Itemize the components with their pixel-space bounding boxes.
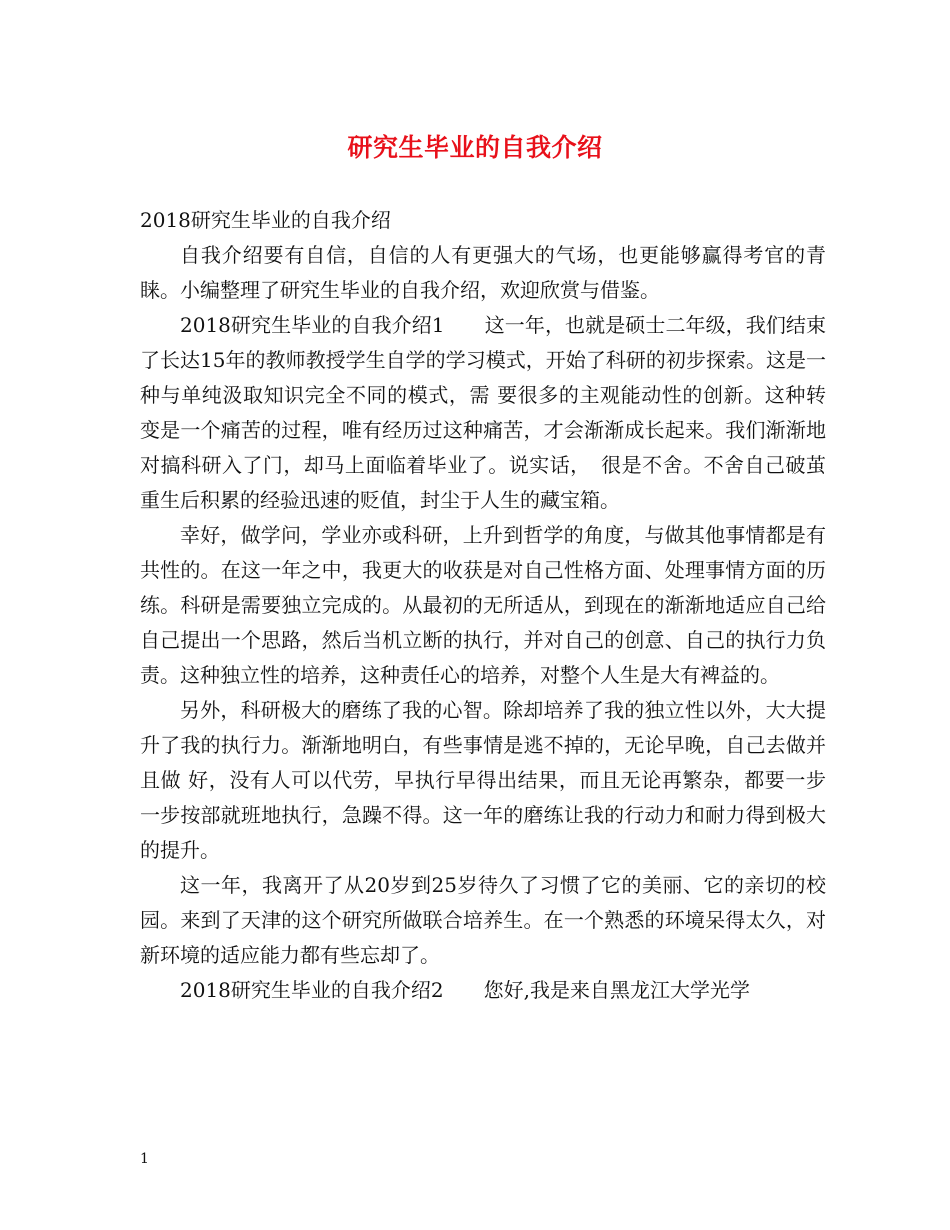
document-title: 研究生毕业的自我介绍 (347, 133, 603, 162)
paragraph-fortunately: 幸好，做学问，学业亦或科研，上升到哲学的角度，与做其他事情都是有共性的。在这一年之中，我更大的收获是对自己性格方面、处理事情方面的历练。科研是需要独立完成的。从最初的无所适从，到现在的渐渐地适应自己给自己提出一个思路，然后当机立断的执行，并对自己的创意、自己的执行力负责。这种独立性的培养，这种责任心的培养，对整个人生是大有裨益的。 (140, 523, 826, 687)
page-number: 1 (140, 1151, 149, 1167)
paragraph-moreover: 另外，科研极大的磨练了我的心智。除却培养了我的独立性以外，大大提升了我的执行力。渐渐地明白，有些事情是逃不掉的，无论早晚，自己去做并且做 好，没有人可以代劳，早执行早得出结果，而且无论再繁杂，都要一步一步按部就班地执行，急躁不得。这一年的磨练让我的行动力和耐力得到极大的提升。 (140, 698, 826, 862)
document-body (140, 203, 826, 1008)
paragraph-section-2: 2018研究生毕业的自我介绍2 您好,我是来自黑龙江大学光学 (180, 978, 750, 1002)
document-subtitle: 2018研究生毕业的自我介绍 (140, 208, 391, 232)
paragraph-intro: 自我介绍要有自信，自信的人有更强大的气场，也更能够赢得考官的青睐。小编整理了研究生毕业的自我介绍，欢迎欣赏与借鉴。 (140, 243, 826, 302)
paragraph-this-year: 这一年，我离开了从20岁到25岁待久了习惯了它的美丽、它的亲切的校园。来到了天津的这个研究所做联合培养生。在一个熟悉的环境呆得太久，对新环境的适应能力都有些忘却了。 (140, 873, 826, 967)
paragraph-section-1: 2018研究生毕业的自我介绍1 这一年，也就是硕士二年级，我们结束了长达15年的教师教授学生自学的学习模式，开始了科研的初步探索。这是一种与单纯汲取知识完全不同的模式，需 要很多的主观能动性的创新。这种转变是一个痛苦的过程，唯有经历过这种痛苦，才会渐渐成长起来。我们渐渐地对搞科研入了门，却马上面临着毕业了。说实话， 很是不舍。不舍自己破茧重生后积累的经验迅速的贬值，封尘于人生的藏宝箱。 (140, 313, 826, 512)
